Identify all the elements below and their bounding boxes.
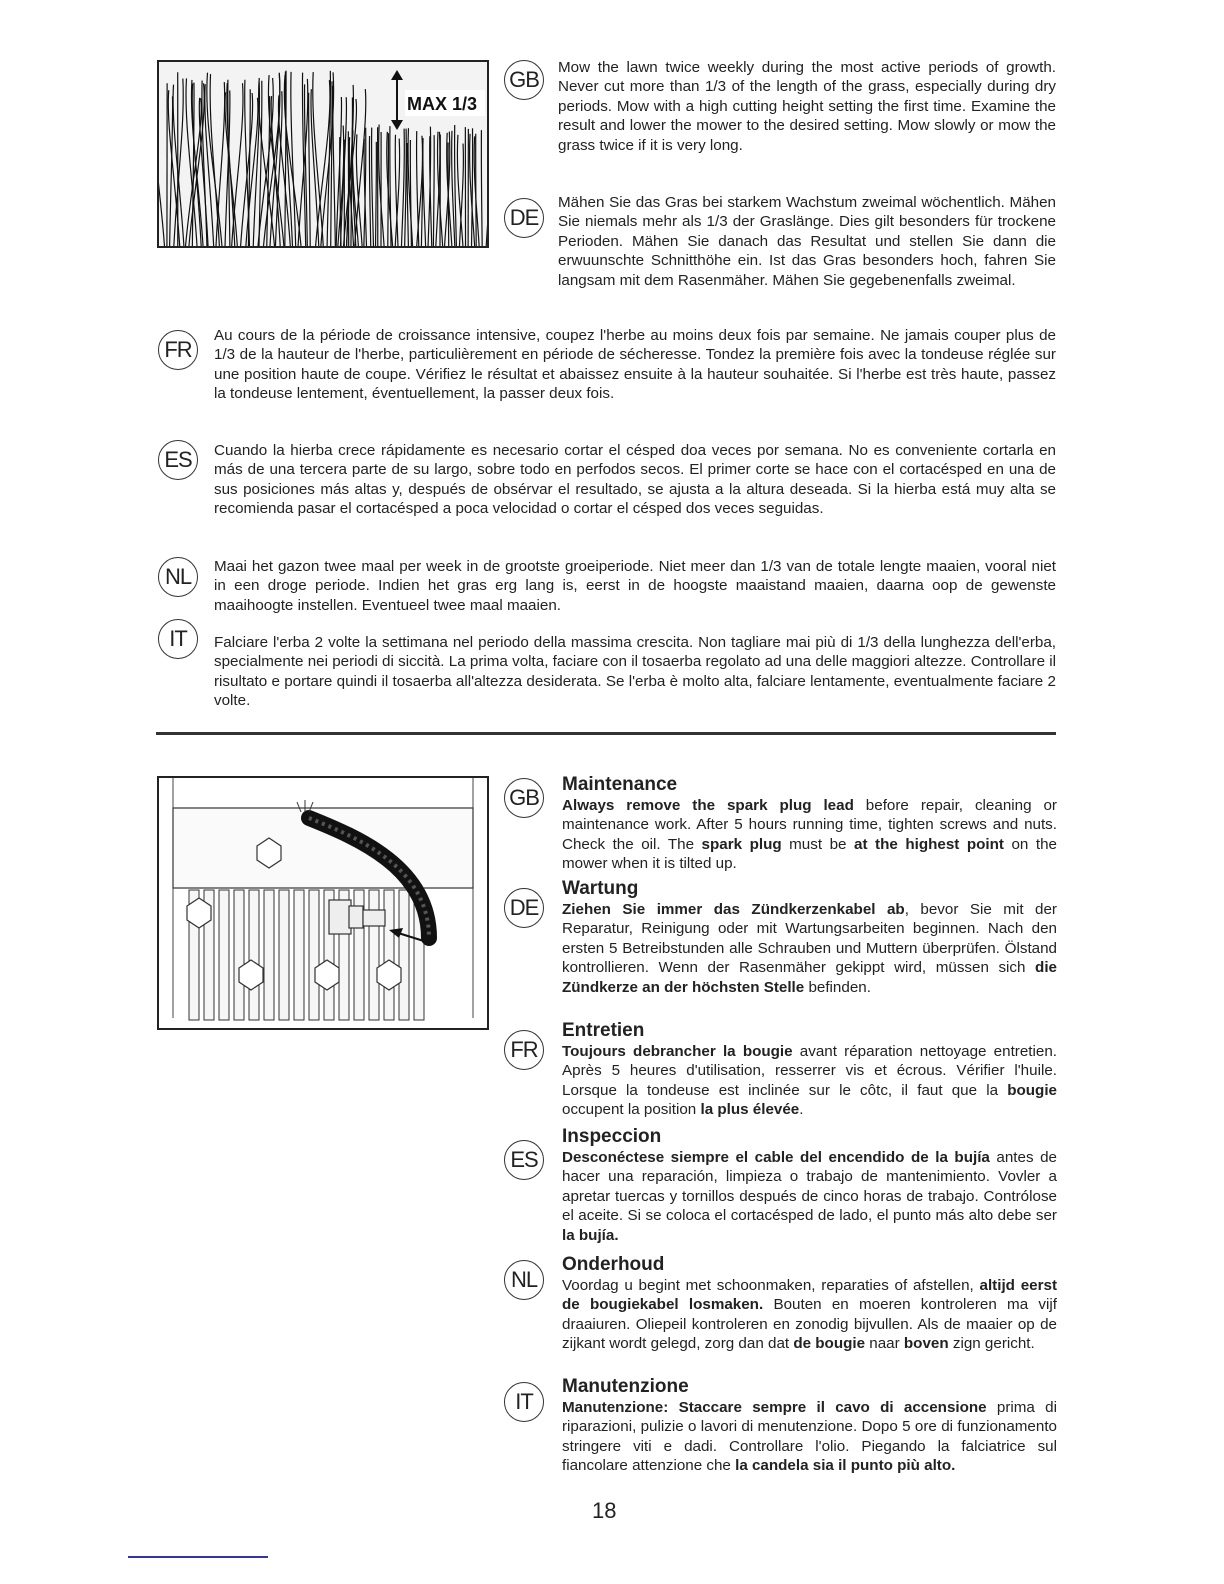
maintenance-fr (562, 1020, 1057, 1120)
lang-badge-nl: NL (158, 557, 198, 597)
maintenance-es (562, 1126, 1057, 1245)
spark-plug-figure (157, 776, 489, 1030)
lang-badge-es-maintenance: ES (504, 1140, 544, 1180)
lang-badge-fr: FR (158, 330, 198, 370)
maintenance-heading-gb: Maintenance (562, 774, 678, 795)
maintenance-heading-it: Manutenzione (562, 1376, 689, 1397)
maintenance-de (562, 878, 1057, 997)
maintenance-gb (562, 774, 1057, 874)
maintenance-heading-fr: Entretien (562, 1020, 645, 1041)
maintenance-heading-de: Wartung (562, 878, 639, 899)
maintenance-text-it: Manutenzione: Staccare sempre il cavo di accensione prima di riparazioni, pulizie o lavori di menutenzione. Dopo 5 ore di funzionamento stringere viti e dadi. Controllare l'olio. Piegando la falciatrice sul fiancolare attenzione che la candela sia il punto più alto. (562, 1399, 1057, 1475)
lang-badge-it: IT (158, 619, 198, 659)
page-number: 18 (592, 1498, 617, 1523)
maintenance-heading-es: Inspeccion (562, 1126, 662, 1147)
engine-illustration (159, 778, 487, 1028)
grass-illustration (159, 62, 487, 246)
maintenance-nl (562, 1254, 1057, 1354)
lang-badge-fr-maintenance: FR (504, 1030, 544, 1070)
mowing-text-de: Mähen Sie das Gras bei starkem Wachstum zweimal wöchentlich. Mähen Sie niemals mehr als 1/3 der Graslänge. Dies gilt besonders für trockene Perioden. Mähen Sie danach das Resultat und stellen Sie dann die erwuunschte Schnitthöhe ein. Ist das Gras besonders hoch, fahren Sie langsam mit dem Rasenmäher. Mähen Sie gegebenenfalls zweimal. (558, 194, 1056, 289)
lang-badge-it-maintenance: IT (504, 1382, 544, 1422)
maintenance-it (562, 1376, 1057, 1476)
maintenance-heading-nl: Onderhoud (562, 1254, 665, 1275)
lang-badge-de: DE (504, 198, 544, 238)
mowing-text-nl: Maai het gazon twee maal per week in de grootste groeiperiode. Niet meer dan 1/3 van de totale lengte maaien, vooral niet in een droge periode. Indien het gras erg lang is, eerst in de hoogste maaistand maaien, daarna oop de gewenste maaihoogte instellen. Eventueel twee maal maaien. (214, 558, 1056, 614)
lang-badge-gb-maintenance: GB (504, 778, 544, 818)
mowing-text-es: Cuando la hierba crece rápidamente es necesario cortar el césped doa veces por semana. No es conveniente cortarla en más de una tercera parte de su largo, sobre todo en perfodos secos. El primer corte se hace con el cortacésped en una de sus posiciones más altas y, después de obsérvar el resultado, se ajusta a la altura deseada. Si la hierba está muy alta se recomienda pasar el cortacésped a poca velocidad o cortar el césped dos veces seguidas. (214, 442, 1056, 518)
section-divider (156, 732, 1056, 735)
max-label: MAX 1/3 (407, 94, 478, 114)
lang-badge-nl-maintenance: NL (504, 1260, 544, 1300)
maintenance-text-es: Desconéctese siempre el cable del encendido de la bujía antes de hacer una reparación, limpieza o trabajo de mantenimiento. Vovler a apretar tuercas y tornillos después de cinco horas de trabajo. Contrólose el aceite. Si se coloca el cortacésped de lado, el punto más alto debe ser la bujía. (562, 1149, 1057, 1244)
maintenance-text-gb: Always remove the spark plug lead before repair, cleaning or maintenance work. After 5 hours running time, tighten screws and nuts. Check the oil. The spark plug must be at the highest point on the mower when it is tilted up. (562, 797, 1057, 873)
footer-line (128, 1556, 268, 1558)
maintenance-text-de: Ziehen Sie immer das Zündkerzenkabel ab, bevor Sie mit der Reparatur, Reinigung oder mit Wartungsarbeiten beginnen. Nach den ersten 5 Betreibstunden alle Schrauben und Muttern überprüfen. Ölstand kontrollieren. Wenn der Rasenmäher gekippt wird, müssen sich die Zündkerze an der höchsten Stelle befinden. (562, 901, 1057, 996)
mowing-text-it: Falciare l'erba 2 volte la settimana nel periodo della massima crescita. Non tagliare mai più di 1/3 della lunghezza dell'erba, specialmente nei periodi di siccità. La prima volta, faciare con il tosaerba regolato ad una delle maggiori altezze. Controllare il risultato e portare quindi il tosaerba all'altezza desiderata. Se l'erba è molto alta, falciare lentamente, eventualmente faciare 2 volte. (214, 634, 1056, 710)
maintenance-text-fr: Toujours debrancher la bougie avant réparation nettoyage entretien. Après 5 heures d'utilisation, resserrer vis et écrous. Vérifier l'huile. Lorsque la tondeuse est inclinée sur le côtc, il faut que la bougie occupent la position la plus élevée. (562, 1043, 1057, 1119)
lang-badge-de-maintenance: DE (504, 888, 544, 928)
grass-height-figure (157, 60, 489, 248)
mowing-text-fr: Au cours de la période de croissance intensive, coupez l'herbe au moins deux fois par semaine. Ne jamais couper plus de 1/3 de la hauteur de l'herbe, particulièrement en période de sécheresse. Tondez la première fois avec la tondeuse réglée sur une position haute de coupe. Vérifiez le résultat et abaissez ensuite à la hauteur souhaitée. Si l'herbe est très haute, passez la tondeuse lentement, éventuellement, la passer deux fois. (214, 327, 1056, 403)
mowing-text-gb: Mow the lawn twice weekly during the most active periods of growth. Never cut more than 1/3 of the length of the grass, especially during dry periods. Mow with a high cutting height setting the first time. Examine the result and lower the mower to the desired setting. Mow slowly or mow the grass twice if it is very long. (558, 59, 1056, 154)
maintenance-text-nl: Voordag u begint met schoonmaken, reparaties of afstellen, altijd eerst de bougiekabel losmaken. Bouten en moeren kontroleren ma vijf draaiuren. Oliepeil kontroleren en zonodig bijvullen. Als de maaier op de zijkant wordt gelegd, zorg dan dat de bougie naar boven zign gericht. (562, 1277, 1057, 1353)
lang-badge-es: ES (158, 440, 198, 480)
lang-badge-gb: GB (504, 60, 544, 100)
